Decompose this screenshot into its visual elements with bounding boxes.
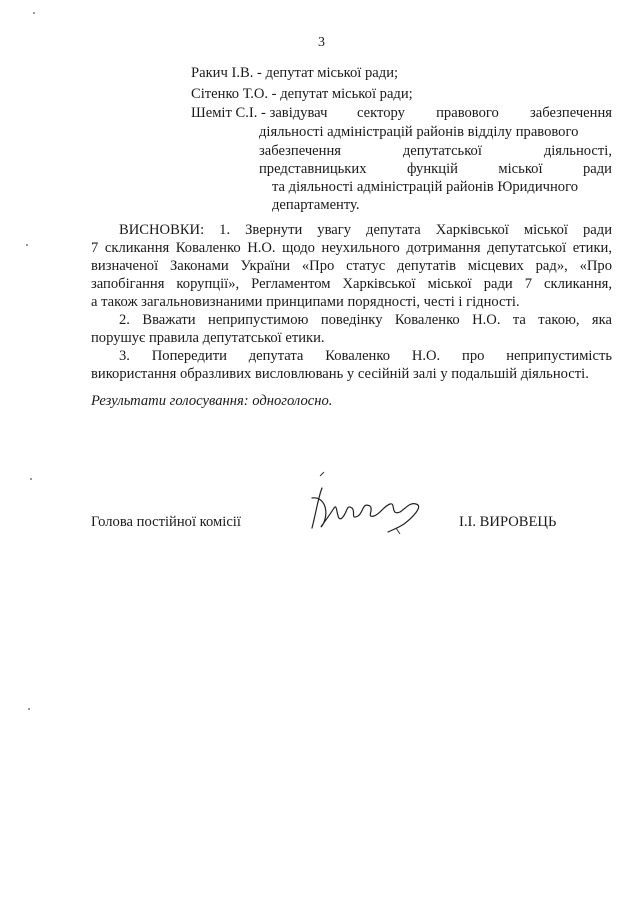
conclusions-line1: ВИСНОВКИ: 1. Звернути увагу депутата Харківської міської ради — [119, 222, 612, 238]
word: правового — [436, 105, 499, 121]
member-shemit-line6: департаменту. — [272, 197, 360, 213]
conclusions-line6: 2. Вважати неприпустимою поведінку Коваленко Н.О. та такою, яка — [119, 312, 612, 328]
signature-position: Голова постійної комісії — [91, 514, 241, 530]
conclusions-line8: 3. Попередити депутата Коваленко Н.О. про неприпустимість — [119, 348, 612, 364]
conclusions-line5: а також загальновизнаними принципами порядності, честі і гідності. — [91, 294, 520, 310]
scan-mark — [28, 708, 30, 710]
word: ради — [582, 161, 612, 177]
member-shemit-prefix: Шеміт С.І. - завідувач — [191, 105, 328, 121]
scan-mark — [33, 12, 35, 14]
member-shemit-line4 — [259, 160, 612, 178]
word: забезпечення — [259, 143, 341, 159]
signature-name: І.І. ВИРОВЕЦЬ — [459, 514, 557, 530]
word: сектору — [357, 105, 405, 121]
member-shemit-line1-rest — [357, 104, 612, 122]
conclusions-line4: запобігання корупції», Регламентом Харківської міської ради 7 скликання, — [91, 276, 612, 292]
conclusions-line3: визначеної Законами України «Про статус депутатів місцевих рад», «Про — [91, 258, 612, 274]
vote-result: Результати голосування: одноголосно. — [91, 393, 333, 409]
scan-mark — [26, 244, 28, 246]
word: представницьких — [259, 161, 367, 177]
conclusions-line2: 7 скликання Коваленко Н.О. щодо неухильного дотримання депутатської етики, — [91, 240, 612, 256]
member-shemit-line2: діяльності адміністрацій районів відділу правового — [259, 124, 579, 140]
page-number: 3 — [318, 35, 325, 50]
word: функцій — [406, 161, 458, 177]
word: депутатської — [402, 143, 482, 159]
member-shemit-line3 — [259, 142, 612, 160]
conclusions-line9: використання образливих висловлювань у сесійній залі у подальшій діяльності. — [91, 366, 589, 382]
word: діяльності, — [543, 143, 612, 159]
word: забезпечення — [530, 105, 612, 121]
word: міської — [498, 161, 543, 177]
conclusions-line7: порушує правила депутатської етики. — [91, 330, 325, 346]
member-sitenko: Сітенко Т.О. - депутат міської ради; — [191, 86, 413, 102]
member-shemit-line5: та діяльності адміністрацій районів Юридичного — [272, 179, 579, 195]
scan-mark — [30, 478, 32, 480]
handwritten-signature — [300, 468, 440, 543]
member-rakych: Ракич І.В. - депутат міської ради; — [191, 65, 399, 81]
